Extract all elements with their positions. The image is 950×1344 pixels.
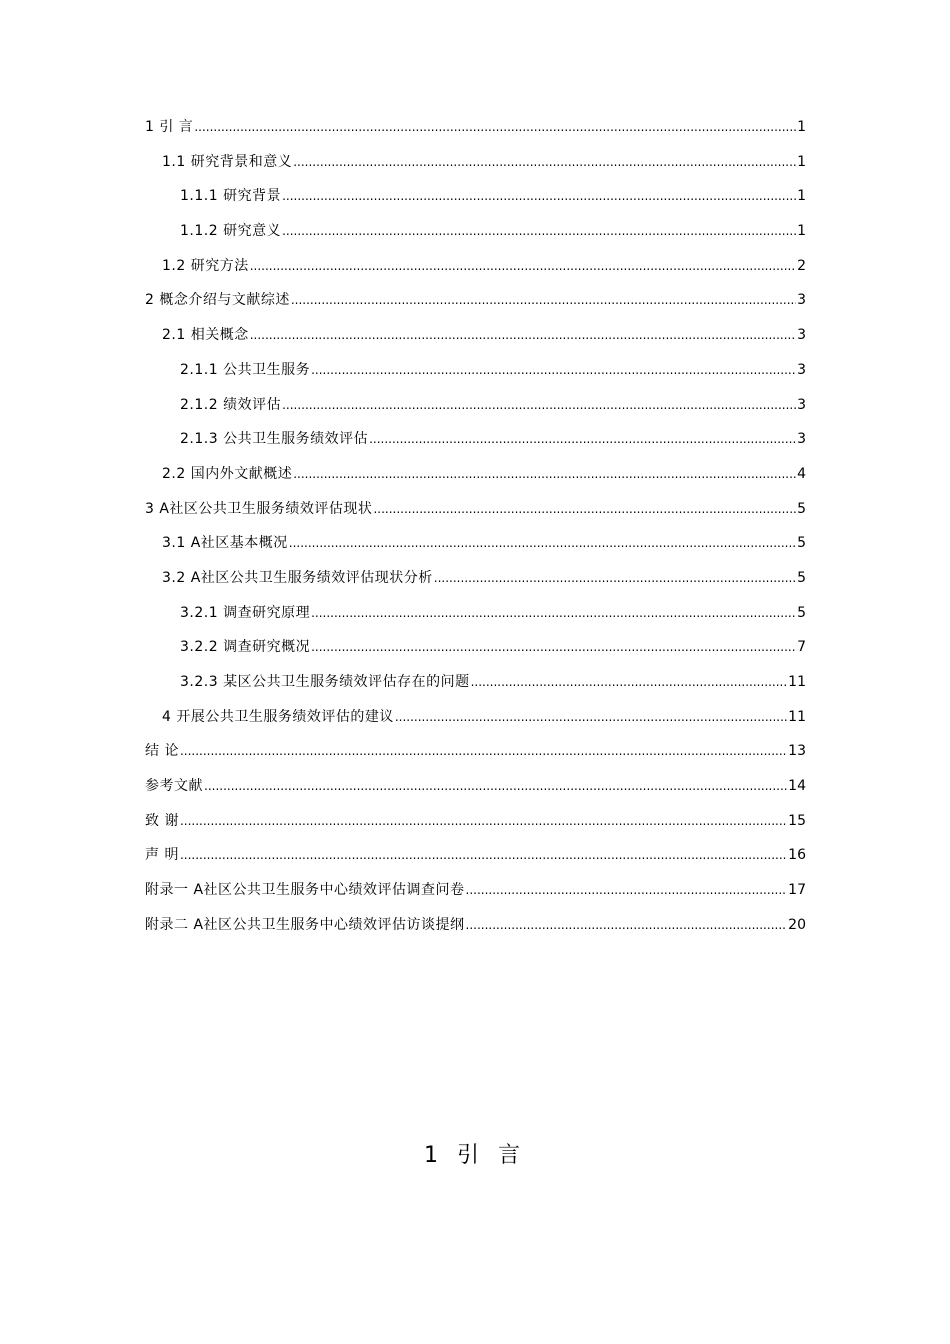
toc-dot-leader — [180, 838, 787, 873]
toc-entry[interactable] — [145, 769, 806, 804]
toc-entry-title: 声 明 — [145, 847, 179, 864]
toc-entry-title: 结 论 — [145, 743, 179, 760]
toc-page-number: 15 — [788, 812, 806, 829]
toc-entry[interactable] — [145, 665, 806, 700]
toc-dot-leader — [282, 388, 796, 423]
toc-entry-title: 3.2.3 某区公共卫生服务绩效评估存在的问题 — [180, 674, 470, 690]
toc-page-number: 1 — [797, 188, 806, 205]
toc-dot-leader — [311, 353, 796, 388]
toc-entry[interactable] — [145, 734, 806, 769]
toc-dot-leader — [311, 630, 796, 665]
toc-dot-leader — [293, 145, 796, 180]
toc-entry[interactable] — [145, 283, 806, 318]
toc-entry[interactable] — [145, 838, 806, 873]
toc-dot-leader — [471, 665, 788, 700]
toc-entry-title: 2.2 国内外文献概述 — [162, 465, 293, 482]
toc-page-number: 3 — [797, 431, 806, 448]
toc-dot-leader — [466, 908, 788, 943]
toc-entry[interactable] — [145, 908, 806, 943]
toc-dot-leader — [373, 492, 796, 527]
section-heading: 1 引 言 — [424, 1143, 526, 1168]
toc-page-number: 3 — [797, 396, 806, 413]
toc-dot-leader — [289, 526, 796, 561]
toc-entry-title: 3 A社区公共卫生服务绩效评估现状 — [145, 500, 373, 517]
toc-entry-title: 2.1.1 公共卫生服务 — [180, 361, 311, 378]
toc-page-number: 1 — [797, 223, 806, 240]
toc-page-number: 4 — [797, 465, 806, 482]
toc-entry[interactable] — [145, 561, 806, 596]
toc-entry-title: 参考文献 — [145, 778, 203, 795]
toc-dot-leader — [282, 179, 796, 214]
toc-entry-title: 2.1.3 公共卫生服务绩效评估 — [180, 431, 369, 448]
toc-entry-title: 1.1.1 研究背景 — [180, 188, 282, 205]
toc-entry-title: 1.1.2 研究意义 — [180, 223, 282, 240]
toc-entry[interactable] — [145, 873, 806, 908]
toc-dot-leader — [293, 457, 796, 492]
toc-entry-title: 附录一 A社区公共卫生服务中心绩效评估调查问卷 — [145, 882, 465, 899]
toc-entry-title: 3.2.1 调查研究原理 — [180, 604, 311, 621]
toc-page-number: 16 — [788, 847, 806, 864]
toc-page-number: 13 — [788, 743, 806, 760]
toc-entry-title: 2.1.2 绩效评估 — [180, 396, 282, 413]
toc-entry[interactable] — [145, 630, 806, 665]
toc-page-number: 11 — [788, 708, 806, 725]
toc-page-number: 5 — [797, 569, 806, 586]
toc-dot-leader — [369, 422, 796, 457]
toc-dot-leader — [250, 318, 796, 353]
toc-page-number: 20 — [788, 916, 806, 933]
toc-entry-title: 3.2 A社区公共卫生服务绩效评估现状分析 — [162, 569, 433, 586]
toc-entry-title: 1 引 言 — [145, 119, 194, 135]
toc-page-number: 5 — [797, 535, 806, 552]
toc-dot-leader — [291, 283, 796, 318]
toc-entry-title: 1.1 研究背景和意义 — [162, 153, 293, 170]
toc-entry[interactable] — [145, 422, 806, 457]
toc-entry-title: 致 谢 — [145, 812, 179, 829]
toc-dot-leader — [466, 873, 788, 908]
toc-page-number: 1 — [797, 119, 806, 135]
toc-dot-leader — [180, 804, 787, 839]
table-of-contents — [145, 110, 806, 943]
toc-entry-title: 3.2.2 调查研究概况 — [180, 639, 311, 656]
toc-dot-leader — [434, 561, 796, 596]
toc-dot-leader — [395, 700, 787, 735]
toc-page-number: 2 — [797, 257, 806, 274]
toc-page-number: 7 — [797, 639, 806, 656]
toc-entry-title: 附录二 A社区公共卫生服务中心绩效评估访谈提纲 — [145, 916, 465, 933]
toc-entry-title: 2 概念介绍与文献综述 — [145, 292, 290, 309]
toc-page-number: 3 — [797, 361, 806, 378]
toc-dot-leader — [204, 769, 787, 804]
toc-page-number: 5 — [797, 500, 806, 517]
toc-dot-leader — [250, 249, 796, 284]
toc-entry[interactable] — [145, 526, 806, 561]
toc-entry[interactable] — [145, 804, 806, 839]
toc-dot-leader — [180, 734, 787, 769]
toc-entry[interactable] — [145, 700, 806, 735]
toc-page-number: 3 — [797, 292, 806, 309]
toc-page-number: 5 — [797, 604, 806, 621]
toc-entry[interactable] — [145, 110, 806, 145]
toc-page-number: 11 — [788, 674, 806, 690]
toc-dot-leader — [194, 110, 796, 145]
toc-entry[interactable] — [145, 214, 806, 249]
toc-page-number: 14 — [788, 778, 806, 795]
toc-entry[interactable] — [145, 318, 806, 353]
toc-entry-title: 2.1 相关概念 — [162, 327, 249, 344]
toc-entry[interactable] — [145, 492, 806, 527]
toc-entry[interactable] — [145, 596, 806, 631]
toc-entry[interactable] — [145, 179, 806, 214]
toc-dot-leader — [311, 596, 796, 631]
toc-page-number: 1 — [797, 153, 806, 170]
toc-entry[interactable] — [145, 388, 806, 423]
toc-entry-title: 3.1 A社区基本概况 — [162, 535, 288, 552]
toc-page-number: 3 — [797, 327, 806, 344]
toc-entry[interactable] — [145, 457, 806, 492]
toc-entry[interactable] — [145, 353, 806, 388]
toc-dot-leader — [282, 214, 796, 249]
toc-entry-title: 4 开展公共卫生服务绩效评估的建议 — [162, 708, 394, 725]
toc-entry[interactable] — [145, 145, 806, 180]
toc-entry[interactable] — [145, 249, 806, 284]
toc-entry-title: 1.2 研究方法 — [162, 257, 249, 274]
toc-page-number: 17 — [788, 882, 806, 899]
